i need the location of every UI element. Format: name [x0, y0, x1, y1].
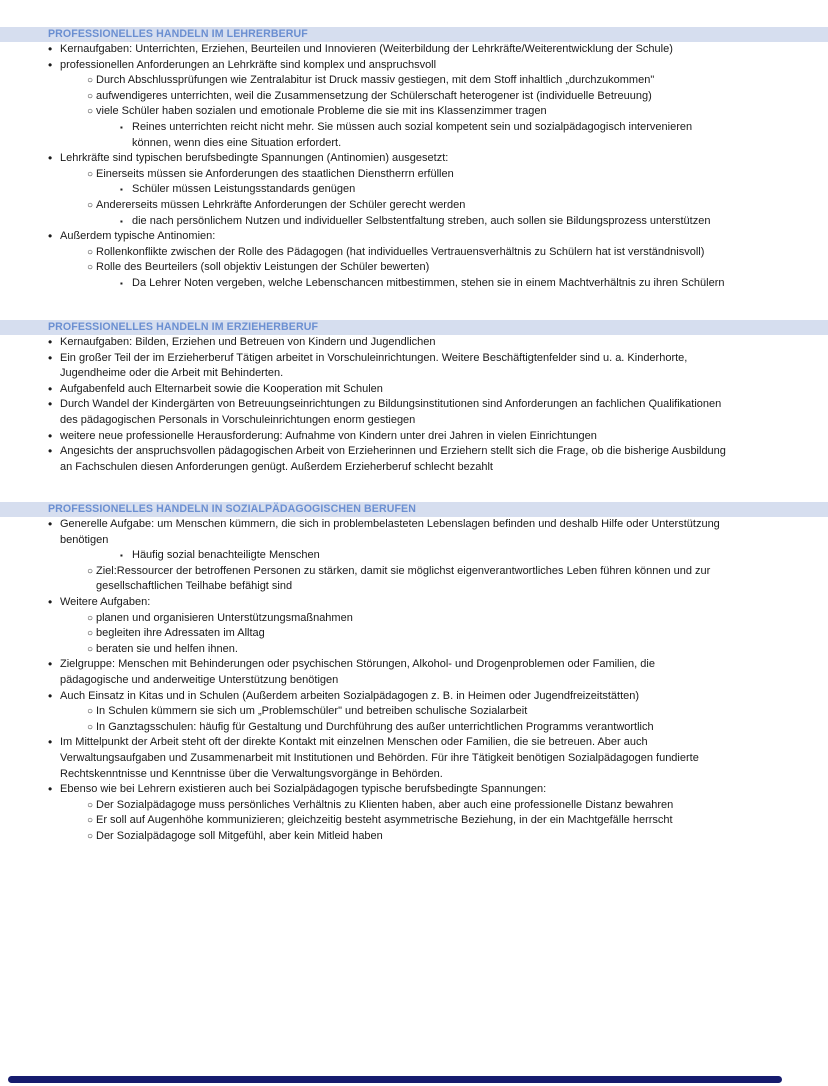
list-item: Rollenkonflikte zwischen der Rolle des Pädagogen (hat individuelles Vertrauensverhältnis zu Schülern hat ist verständnisvoll)	[96, 245, 705, 258]
list-item: planen und organisieren Unterstützungsmaßnahmen	[96, 611, 353, 624]
list-item-continuation: pädagogische und anderweitige Unterstützung benötigen	[60, 674, 339, 686]
bullet-icon: •	[48, 381, 53, 396]
bullet-icon: •	[48, 517, 53, 531]
circle-bullet-icon: ○	[87, 106, 94, 118]
bullet-icon: •	[48, 688, 53, 703]
list-item-continuation: an Fachschulen diesen Anforderungen genügt. Außerdem Erzieherberuf schlecht bezahlt	[60, 460, 493, 473]
section-heading-band	[0, 502, 828, 517]
list-item: aufwendigeres unterrichten, weil die Zusammensetzung der Schülerschaft heterogener ist (individuelle Betreuung)	[96, 89, 652, 102]
list-item: Reines unterrichten reicht nicht mehr. Sie müssen auch sozial kompetent sein und sozialpädagogisch intervenieren	[132, 121, 693, 133]
bullet-icon: •	[48, 335, 53, 349]
list-item: Im Mittelpunkt der Arbeit steht oft der direkte Kontakt mit einzelnen Menschen oder Familien, die sie betreuen. Aber auch	[60, 736, 648, 749]
list-item: Ebenso wie bei Lehrern existieren auch bei Sozialpädagogen typische berufsbedingte Spannungen:	[60, 783, 547, 796]
list-item: Da Lehrer Noten vergeben, welche Lebenschancen mitbestimmen, stehen sie in einem Machtverhältnis zu ihren Schülern	[132, 277, 725, 289]
circle-bullet-icon: ○	[87, 200, 94, 211]
list-item: Der Sozialpädagoge soll Mitgefühl, aber kein Mitleid haben	[96, 830, 383, 842]
section-heading-band	[0, 320, 828, 335]
square-bullet-icon: ▪	[120, 123, 123, 132]
circle-bullet-icon: ○	[87, 565, 94, 577]
list-item: Lehrkräfte sind typischen berufsbedingte Spannungen (Antinomien) ausgesetzt:	[60, 152, 449, 165]
bullet-icon: •	[48, 782, 53, 797]
section-heading: PROFESSIONELLES HANDELN IM ERZIEHERBERUF	[48, 321, 319, 333]
list-item: die nach persönlichem Nutzen und individueller Selbstentfaltung streben, auch sollen sie Bildungsprozess unterstützen	[132, 214, 711, 227]
list-item: Der Sozialpädagoge muss persönliches Verhältnis zu Klienten haben, aber auch eine professionelle Distanz bewahren	[96, 798, 674, 811]
circle-bullet-icon: ○	[87, 831, 94, 842]
list-item: Ziel:Ressourcer der betroffenen Personen zu stärken, damit sie möglichst eigenverantwortliches Leben führen können und zur	[96, 564, 711, 577]
section-heading: PROFESSIONELLES HANDELN IN SOZIALPÄDAGOGISCHEN BERUFEN	[48, 503, 416, 515]
list-item: viele Schüler haben sozialen und emotionale Probleme die sie mit ins Klassenzimmer tragen	[96, 105, 547, 118]
list-item-continuation: Rechtskenntnisse und Kenntnisse über die Verwaltungsvorgänge in Behörden.	[60, 767, 443, 780]
circle-bullet-icon: ○	[87, 262, 94, 274]
circle-bullet-icon: ○	[87, 628, 94, 640]
bullet-icon: •	[48, 350, 53, 365]
list-item-continuation: gesellschaftlichen Teilhabe befähigt sind	[96, 580, 293, 593]
list-item: Außerdem typische Antinomien:	[60, 230, 216, 243]
section-heading: PROFESSIONELLES HANDELN IM LEHRERBERUF	[48, 28, 308, 40]
circle-bullet-icon: ○	[87, 612, 94, 624]
square-bullet-icon: ▪	[120, 279, 123, 288]
list-item: Aufgabenfeld auch Elternarbeit sowie die Kooperation mit Schulen	[60, 382, 383, 395]
list-item: Andererseits müssen Lehrkräfte Anforderungen der Schüler gerecht werden	[96, 199, 466, 211]
bullet-icon: •	[48, 444, 53, 459]
list-item: professionellen Anforderungen an Lehrkräfte sind komplex und anspruchsvoll	[60, 58, 437, 71]
bullet-icon: •	[48, 657, 53, 672]
list-item-continuation: Jugendheime oder die Arbeit mit Behinderten.	[60, 367, 284, 380]
list-item: Durch Abschlussprüfungen wie Zentralabitur ist Druck massiv gestiegen, mit dem Stoff inhaltlich „durchzukommen"	[96, 74, 655, 87]
list-item: Häufig sozial benachteiligte Menschen	[132, 549, 320, 562]
list-item: weitere neue professionelle Herausforderung: Aufnahme von Kindern unter drei Jahren in vielen Einrichtungen	[60, 429, 597, 442]
bullet-icon: •	[48, 57, 53, 72]
list-item: Generelle Aufgabe: um Menschen kümmern, die sich in problembelasteten Lebenslagen befinden und deshalb Hilfe oder Unterstützung	[60, 518, 720, 530]
list-item-continuation: benötigen	[60, 533, 109, 546]
circle-bullet-icon: ○	[87, 721, 94, 733]
list-item: Kernaufgaben: Unterrichten, Erziehen, Beurteilen und Innovieren (Weiterbildung der Lehrkräfte/Weiterentwicklung der Schule)	[60, 43, 673, 55]
list-item: beraten sie und helfen ihnen.	[96, 642, 238, 655]
list-item: Angesichts der anspruchsvollen pädagogischen Arbeit von Erzieherinnen und Erziehern stellt sich die Frage, ob die bisherige Ausbildung	[60, 445, 726, 458]
list-item: Schüler müssen Leistungsstandards genügen	[132, 183, 356, 196]
bullet-icon: •	[48, 595, 53, 609]
circle-bullet-icon: ○	[87, 246, 94, 258]
list-item: Kernaufgaben: Bilden, Erziehen und Betreuen von Kindern und Jugendlichen	[60, 336, 436, 348]
list-item: Er soll auf Augenhöhe kommunizieren; gleichzeitig besteht asymmetrische Beziehung, in der ein Machtgefälle herrscht	[96, 814, 673, 827]
list-item: Auch Einsatz in Kitas und in Schulen (Außerdem arbeiten Sozialpädagogen z. B. in Heimen oder Jugendfreizeitstätten)	[60, 689, 640, 702]
bullet-icon: •	[48, 397, 53, 412]
list-item: Einerseits müssen sie Anforderungen des staatlichen Dienstherrn erfüllen	[96, 167, 454, 180]
list-item: Durch Wandel der Kindergärten von Betreuungseinrichtungen zu Bildungsinstitutionen sind Anforderungen an fachlichen Qualifikationen	[60, 398, 722, 411]
list-item: Zielgruppe: Menschen mit Behinderungen oder psychischen Störungen, Alkohol- und Drogenproblemen oder Familien, die	[60, 658, 655, 671]
list-item-continuation: Verwaltungsaufgaben und Zusammenarbeit mit Institutionen und Behörden. Für ihre Tätigkeit benötigen Sozialpädagogen fundierte	[60, 752, 699, 764]
square-bullet-icon: ▪	[120, 216, 123, 226]
bullet-icon: •	[48, 735, 53, 750]
list-item-continuation: des pädagogischen Personals in Vorschuleinrichtungen enorm gestiegen	[60, 414, 416, 426]
circle-bullet-icon: ○	[87, 90, 94, 102]
circle-bullet-icon: ○	[87, 706, 94, 718]
list-item: In Schulen kümmern sie sich um „Problemschüler" und betreiben schulische Sozialarbeit	[96, 705, 528, 718]
list-item: Ein großer Teil der im Erzieherberuf Tätigen arbeitet in Vorschuleinrichtungen. Weitere Beschäftigtenfelder sind u. a. Kinderhorte,	[60, 351, 688, 364]
bullet-icon: •	[48, 428, 53, 443]
circle-bullet-icon: ○	[87, 643, 94, 655]
list-item: In Ganztagsschulen: häufig für Gestaltung und Durchführung des außer unterrichtlichen Programms verantwortlich	[96, 720, 654, 733]
bullet-icon: •	[48, 42, 53, 56]
square-bullet-icon: ▪	[120, 185, 123, 195]
square-bullet-icon: ▪	[120, 551, 123, 561]
list-item-continuation: können, wenn dies eine Situation erfordert.	[132, 136, 342, 149]
circle-bullet-icon: ○	[87, 168, 94, 180]
list-item: Weitere Aufgaben:	[60, 596, 151, 608]
list-item: Rolle des Beurteilers (soll objektiv Leistungen der Schüler bewerten)	[96, 261, 430, 274]
circle-bullet-icon: ○	[87, 75, 94, 87]
circle-bullet-icon: ○	[87, 799, 94, 811]
footer-bar	[8, 1076, 782, 1083]
bullet-icon: •	[48, 229, 53, 244]
section-heading-band	[0, 27, 828, 42]
circle-bullet-icon: ○	[87, 815, 94, 827]
bullet-icon: •	[48, 151, 53, 166]
list-item: begleiten ihre Adressaten im Alltag	[96, 627, 265, 640]
